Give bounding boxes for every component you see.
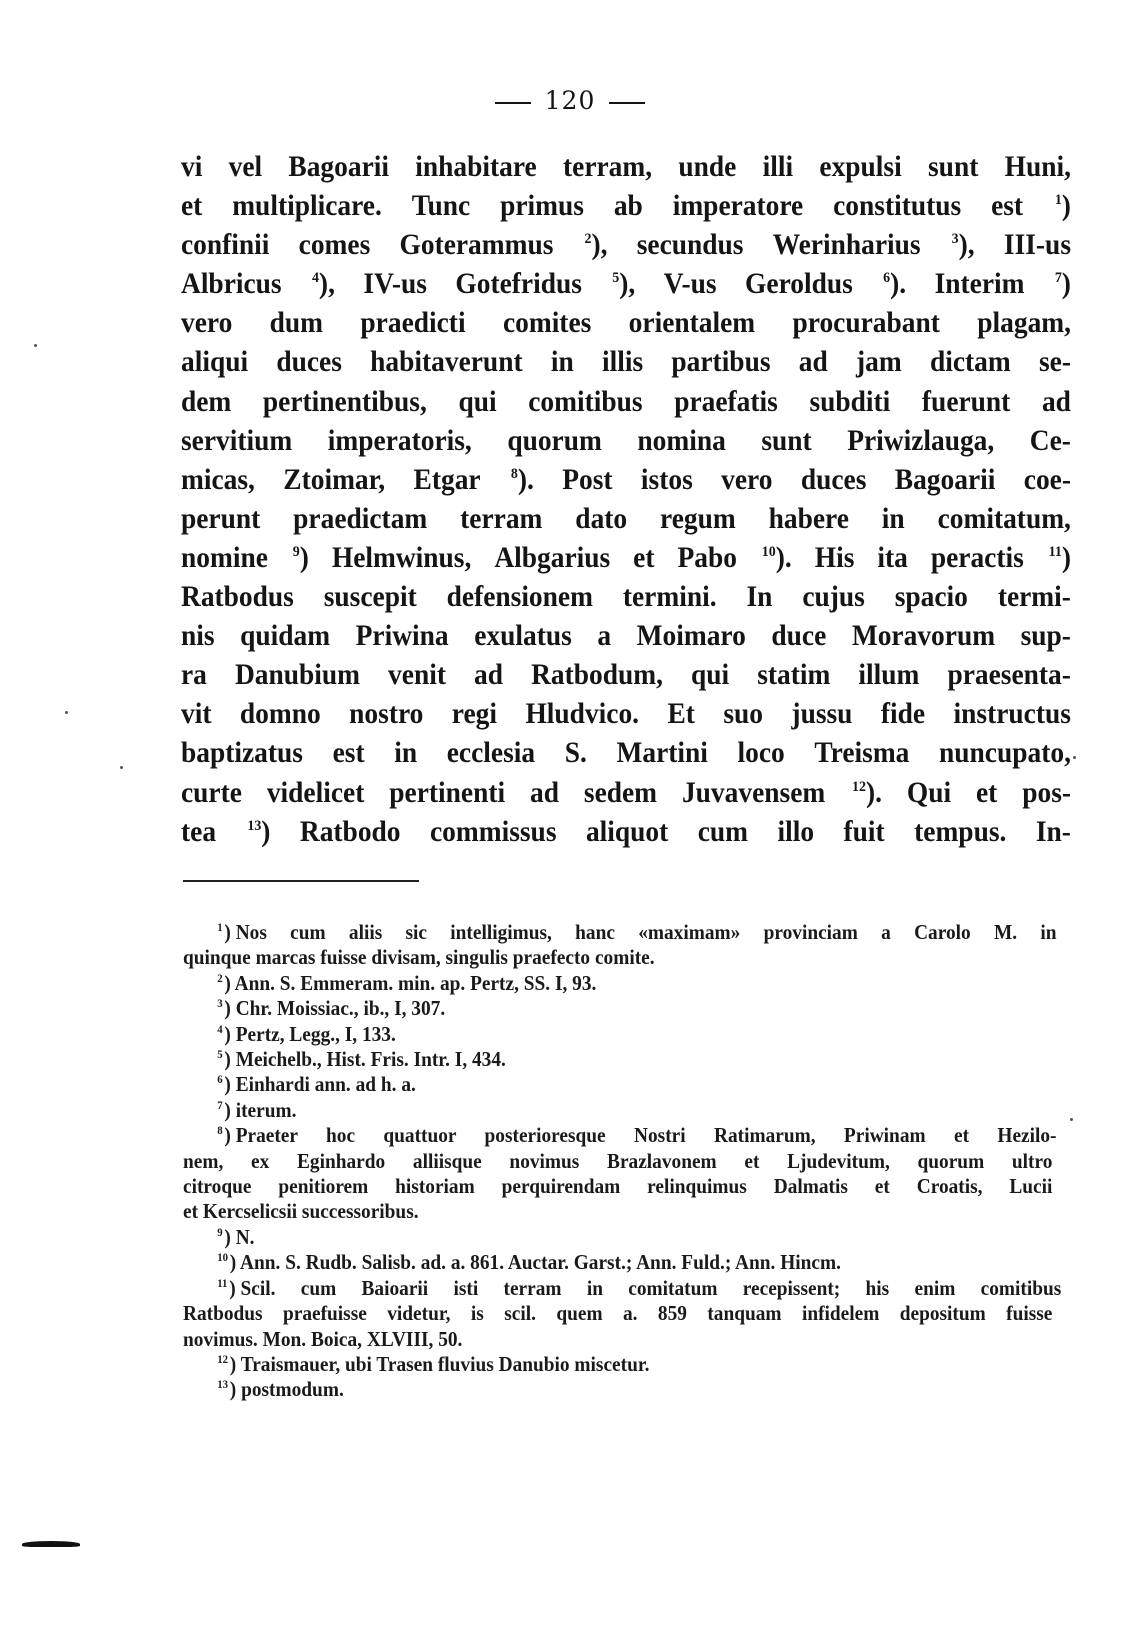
word: secundus — [636, 229, 744, 262]
word: nis — [181, 620, 215, 653]
footnote-ref[interactable]: 13 — [247, 817, 262, 834]
word: quidam — [240, 620, 331, 653]
word: unde — [678, 151, 737, 183]
scan-speck — [34, 344, 37, 347]
word: vi — [181, 151, 203, 183]
word: nomine — [181, 541, 268, 574]
body-line — [181, 578, 1071, 617]
word: Moravorum — [851, 620, 996, 653]
word: exulatus — [474, 620, 572, 653]
word: imperatore — [672, 190, 804, 223]
word: est — [991, 190, 1024, 223]
word: $^5$), — [612, 268, 636, 301]
word: In — [746, 581, 773, 614]
word: Pabo — [677, 541, 737, 574]
word: Juvavensem — [681, 776, 826, 809]
word: pertinentibus, — [262, 385, 427, 418]
footnote-ref[interactable]: 1 — [1054, 192, 1062, 209]
body-line — [181, 774, 1071, 813]
word: confinii — [181, 229, 270, 262]
footnote-line — [183, 1301, 1053, 1326]
footnote-line — [183, 1174, 1053, 1199]
footnote-text: Ann. S. Rudb. Salisb. ad. a. 861. Auctar. Garst.; Ann. Fuld.; Ann. Hincm. — [240, 1250, 841, 1275]
word: defensionem — [446, 581, 593, 614]
word: domno — [239, 698, 321, 731]
footnote-ref[interactable]: 5 — [612, 270, 620, 287]
word: Geroldus — [745, 268, 853, 301]
footnote-ref[interactable]: 9 — [292, 543, 300, 560]
footnote-text: citroque penitiorem historiam perquirendam relinquimus Dalmatis et Croatis, Lucii — [183, 1174, 1053, 1199]
word: qui — [458, 385, 497, 418]
word: termini. — [622, 581, 717, 614]
word: Huni, — [1004, 151, 1071, 183]
word: statim — [757, 659, 831, 692]
body-line — [181, 226, 1071, 265]
word: se- — [1038, 346, 1071, 379]
footnote-text: Scil. cum Baioarii isti terram in comitatum recepissent; his enim comitibus — [240, 1275, 1062, 1300]
word: fuerunt — [921, 385, 1011, 418]
footnote-mark: 10 — [217, 1250, 228, 1265]
word: illum — [858, 659, 920, 692]
footnote-mark: 4 — [217, 1021, 223, 1036]
word: vel — [228, 151, 263, 183]
word: ecclesia — [446, 737, 536, 770]
word: S. — [564, 737, 587, 770]
footnote-text: Ratbodus praefuisse videtur, is scil. quem a. 859 tanquam infidelem depositum fuisse — [183, 1301, 1053, 1326]
body-line — [181, 695, 1071, 734]
word: duces — [800, 463, 867, 496]
footnote-ref[interactable]: 2 — [584, 231, 592, 248]
page-number: 120 — [544, 86, 596, 115]
word: habitaverunt — [370, 346, 523, 379]
word: coe- — [1023, 463, 1071, 496]
scan-speck — [65, 711, 68, 714]
word: pos- — [1022, 776, 1072, 809]
body-text — [181, 148, 1072, 852]
word: III-us — [1003, 229, 1071, 262]
body-line — [181, 383, 1071, 422]
word: baptizatus — [181, 737, 303, 770]
footnotes — [183, 920, 1062, 1403]
scan-speck — [1070, 1118, 1073, 1121]
body-line — [181, 422, 1071, 461]
word: $^7$) — [1054, 268, 1071, 301]
footnote-text: Meichelb., Hist. Fris. Intr. I, 434. — [235, 1047, 506, 1072]
word: cum — [697, 815, 749, 848]
word: Gotefridus — [455, 268, 582, 301]
word: istos — [640, 463, 693, 496]
footnote-mark: 6 — [217, 1072, 223, 1087]
word: terram, — [563, 151, 653, 183]
word: ad — [474, 659, 504, 692]
footnote-ref[interactable]: 4 — [311, 270, 319, 287]
body-line — [181, 656, 1071, 695]
word: Ratbodo — [299, 815, 401, 848]
word: Martini — [616, 737, 708, 770]
word: curte — [181, 776, 242, 809]
word: in — [881, 502, 905, 535]
footnote-ref[interactable]: 6 — [883, 270, 891, 287]
word: orientalem — [628, 307, 756, 340]
footnote-mark: 7 — [217, 1097, 223, 1112]
footnote-text: nem, ex Eginhardo alliisque novimus Brazlavonem et Ljudevitum, quorum ultro — [183, 1148, 1053, 1173]
word: regi — [451, 698, 498, 731]
footnote-text: N. — [235, 1224, 255, 1249]
footnote-text: Traismauer, ubi Trasen fluvius Danubio miscetur. — [240, 1351, 650, 1376]
body-line — [181, 265, 1071, 304]
footnote-line: $^1$) Nos cum aliis sic intelligimus, hanc «maximam» provinciam a Carolo M. in — [217, 920, 1057, 944]
word: commissus — [429, 815, 557, 848]
word: suo — [723, 698, 763, 731]
word: inhabitare — [415, 151, 537, 183]
word: Ce- — [1029, 424, 1071, 457]
word: comitibus — [528, 385, 643, 418]
body-line — [181, 187, 1071, 226]
word: $^9$) — [292, 541, 309, 574]
body-line — [181, 813, 1071, 852]
word: comitatum, — [937, 502, 1071, 535]
word: perunt — [181, 502, 261, 535]
word: illis — [601, 346, 644, 379]
word: Ratbodus — [181, 581, 294, 614]
word: fide — [880, 698, 926, 731]
word: vit — [181, 698, 212, 731]
word: $^4$), — [311, 268, 335, 301]
word: $^{13}$) — [247, 815, 271, 848]
footnote-line: $^9$) N. — [217, 1224, 255, 1249]
word: imperatoris, — [327, 424, 472, 457]
word: sunt — [928, 151, 979, 183]
word: comes — [298, 229, 371, 262]
word: suscepit — [323, 581, 417, 614]
word: pertinenti — [389, 776, 506, 809]
word: loco — [737, 737, 785, 770]
word: et — [975, 776, 998, 809]
footnote-mark: 3 — [217, 996, 223, 1011]
word: peractis — [930, 541, 1024, 574]
word: qui — [691, 659, 730, 692]
word: sup- — [1020, 620, 1071, 653]
word: venit — [388, 659, 446, 692]
footnote-text: novimus. Mon. Boica, XLVIII, 50. — [183, 1326, 463, 1351]
word: $^{11}$) — [1048, 541, 1071, 574]
body-line — [181, 500, 1071, 539]
footnote-text: Einhardi ann. ad h. a. — [235, 1072, 416, 1097]
word: vero — [181, 307, 233, 340]
word: Treisma — [814, 737, 910, 770]
footnote-mark: 8 — [217, 1123, 223, 1138]
word: aliquot — [585, 815, 669, 848]
word: partibus — [671, 346, 771, 379]
word: instructus — [953, 698, 1071, 731]
word: praedicti — [360, 307, 466, 340]
word: illi — [762, 151, 794, 183]
body-line — [181, 148, 1071, 187]
footnote-mark: 12 — [217, 1351, 228, 1366]
footnote-text: Praeter hoc quattuor posterioresque Nostri Ratimarum, Priwinam et Hezilo- — [235, 1123, 1057, 1148]
word: praedictam — [293, 502, 428, 535]
word: quorum — [507, 424, 602, 457]
footnote-line: $^8$) Praeter hoc quattuor posterioresque Nostri Ratimarum, Priwinam et Hezilo- — [217, 1123, 1057, 1148]
word: servitium — [181, 424, 293, 457]
word: comites — [502, 307, 592, 340]
word: Interim — [934, 268, 1025, 301]
word: Priwizlauga, — [847, 424, 995, 457]
word: termi- — [997, 581, 1071, 614]
footnote-ref[interactable]: 8 — [510, 465, 518, 482]
word: His — [814, 541, 855, 574]
footnote-text: iterum. — [235, 1097, 297, 1122]
word: praesenta- — [947, 659, 1071, 692]
word: Et — [667, 698, 695, 731]
footnote-mark: 9 — [217, 1224, 223, 1239]
word: micas, — [181, 463, 255, 496]
word: Albgarius — [494, 541, 611, 574]
word: Goterammus — [399, 229, 554, 262]
word: Ratbodum, — [531, 659, 663, 692]
word: regum — [660, 502, 736, 535]
word: ra — [181, 659, 207, 692]
word: $^{12}$). — [851, 776, 882, 809]
word: ad — [1041, 385, 1071, 418]
body-line — [181, 617, 1071, 656]
footnote-mark: 5 — [217, 1047, 223, 1062]
body-line — [181, 343, 1071, 382]
word: constitutus — [833, 190, 962, 223]
word: Moimaro — [636, 620, 746, 653]
footnote-line: $^{13}$) postmodum. — [217, 1377, 344, 1402]
word: Priwina — [355, 620, 449, 653]
footnote-line: $^2$) Ann. S. Emmeram. min. ap. Pertz, SS. I, 93. — [217, 970, 597, 995]
footnote-ref[interactable]: 10 — [761, 543, 776, 560]
word: IV-us — [363, 268, 427, 301]
word: Werinharius — [772, 229, 921, 262]
word: jussu — [791, 698, 853, 731]
word: multiplicare. — [232, 190, 382, 223]
word: Helmwinus, — [331, 541, 472, 574]
body-line — [181, 734, 1071, 773]
word: nostro — [349, 698, 424, 731]
word: Danubium — [234, 659, 360, 692]
word: spacio — [894, 581, 968, 614]
word: vero — [721, 463, 773, 496]
word: ita — [877, 541, 908, 574]
word: $^8$). — [510, 463, 534, 496]
body-line — [181, 304, 1071, 343]
word: fuit — [843, 815, 885, 848]
word: primus — [500, 190, 584, 223]
footnote-ref[interactable]: 12 — [851, 778, 866, 795]
word: cujus — [802, 581, 865, 614]
word: expulsi — [819, 151, 902, 183]
word: terram — [460, 502, 543, 535]
footnote-line: $^{12}$) Traismauer, ubi Trasen fluvius Danubio miscetur. — [217, 1351, 650, 1376]
footnote-line: $^5$) Meichelb., Hist. Fris. Intr. I, 434. — [217, 1047, 506, 1072]
footnote-mark: 2 — [217, 970, 223, 985]
printer-mark — [22, 1541, 80, 1547]
word: Tunc — [411, 190, 471, 223]
word: Etgar — [413, 463, 481, 496]
word: ab — [613, 190, 643, 223]
footnote-line — [183, 945, 975, 970]
footnote-separator-rule — [183, 880, 419, 882]
word: Hludvico. — [525, 698, 640, 731]
footnote-mark: 11 — [217, 1275, 228, 1290]
dash-right — [609, 102, 645, 104]
word: est — [332, 737, 365, 770]
word: dem — [181, 385, 232, 418]
word: ad — [529, 776, 559, 809]
word: Qui — [906, 776, 952, 809]
footnote-text: Nos cum aliis sic intelligimus, hanc «maximam» provinciam a Carolo M. in — [235, 920, 1057, 944]
word: a — [597, 620, 612, 653]
footnote-line — [183, 1148, 1053, 1174]
body-line — [181, 539, 1071, 578]
footnote-text: quinque marcas fuisse divisam, singulis praefecto comite. — [183, 945, 655, 970]
word: illo — [777, 815, 815, 848]
word: jam — [856, 346, 902, 379]
footnote-text: Chr. Moissiac., ib., I, 307. — [235, 996, 446, 1021]
word: dato — [575, 502, 628, 535]
footnote-line: $^7$) iterum. — [217, 1097, 297, 1122]
word: Bagoarii — [288, 151, 390, 183]
footnote-text: postmodum. — [241, 1377, 344, 1402]
footnote-mark: 1 — [217, 920, 223, 934]
word: et — [181, 190, 203, 223]
footnote-text: Pertz, Legg., I, 133. — [235, 1021, 396, 1046]
footnote-line: $^{10}$) Ann. S. Rudb. Salisb. ad. a. 861. Auctar. Garst.; Ann. Fuld.; Ann. Hincm. — [217, 1250, 841, 1275]
word: tempus. — [914, 815, 1007, 848]
word: $^3$), — [951, 229, 975, 262]
word: praefatis — [674, 385, 778, 418]
body-line — [181, 461, 1071, 500]
footnote-line: $^{11}$) Scil. cum Baioarii isti terram in comitatum recepissent; his enim comitibus — [217, 1275, 1062, 1300]
footnote-ref[interactable]: 11 — [1048, 543, 1062, 560]
word: plagam, — [977, 307, 1072, 340]
word: dum — [269, 307, 324, 340]
word: nuncupato, — [939, 737, 1071, 770]
word: In- — [1035, 815, 1071, 848]
footnote-line: $^6$) Einhardi ann. ad h. a. — [217, 1072, 416, 1097]
word: videlicet — [266, 776, 365, 809]
word: ad — [798, 346, 828, 379]
word: sedem — [583, 776, 658, 809]
word: duces — [276, 346, 342, 379]
word: subditi — [809, 385, 891, 418]
footnote-line: $^4$) Pertz, Legg., I, 133. — [217, 1021, 396, 1046]
word: Bagoarii — [894, 463, 996, 496]
footnote-line — [183, 1327, 975, 1352]
word: Albricus — [181, 268, 282, 301]
word: $^6$). — [883, 268, 907, 301]
word: dictam — [929, 346, 1011, 379]
footnote-mark: 13 — [217, 1377, 228, 1392]
scan-speck — [1073, 756, 1076, 759]
word: $^1$) — [1054, 190, 1071, 223]
word: in — [394, 737, 418, 770]
word: aliqui — [181, 346, 249, 379]
word: Ztoimar, — [283, 463, 386, 496]
word: Post — [562, 463, 613, 496]
word: habere — [768, 502, 849, 535]
word: procurabant — [792, 307, 940, 340]
word: sunt — [761, 424, 812, 457]
footnote-line: $^3$) Chr. Moissiac., ib., I, 307. — [217, 996, 446, 1021]
word: in — [550, 346, 574, 379]
footnote-text: Ann. S. Emmeram. min. ap. Pertz, SS. I, 93. — [234, 970, 597, 995]
dash-left — [495, 102, 531, 104]
scan-speck — [120, 766, 123, 769]
word: nomina — [637, 424, 726, 457]
page-number-header — [0, 86, 1140, 115]
footnote-line — [183, 1199, 975, 1224]
word: $^2$), — [584, 229, 608, 262]
word: tea — [181, 815, 217, 848]
word: duce — [771, 620, 827, 653]
footnote-ref[interactable]: 3 — [951, 231, 959, 248]
footnote-text: et Kercselicsii successoribus. — [183, 1199, 419, 1224]
footnote-ref[interactable]: 7 — [1054, 270, 1062, 287]
word: et — [633, 541, 655, 574]
word: V-us — [663, 268, 717, 301]
word: $^{10}$). — [761, 541, 792, 574]
